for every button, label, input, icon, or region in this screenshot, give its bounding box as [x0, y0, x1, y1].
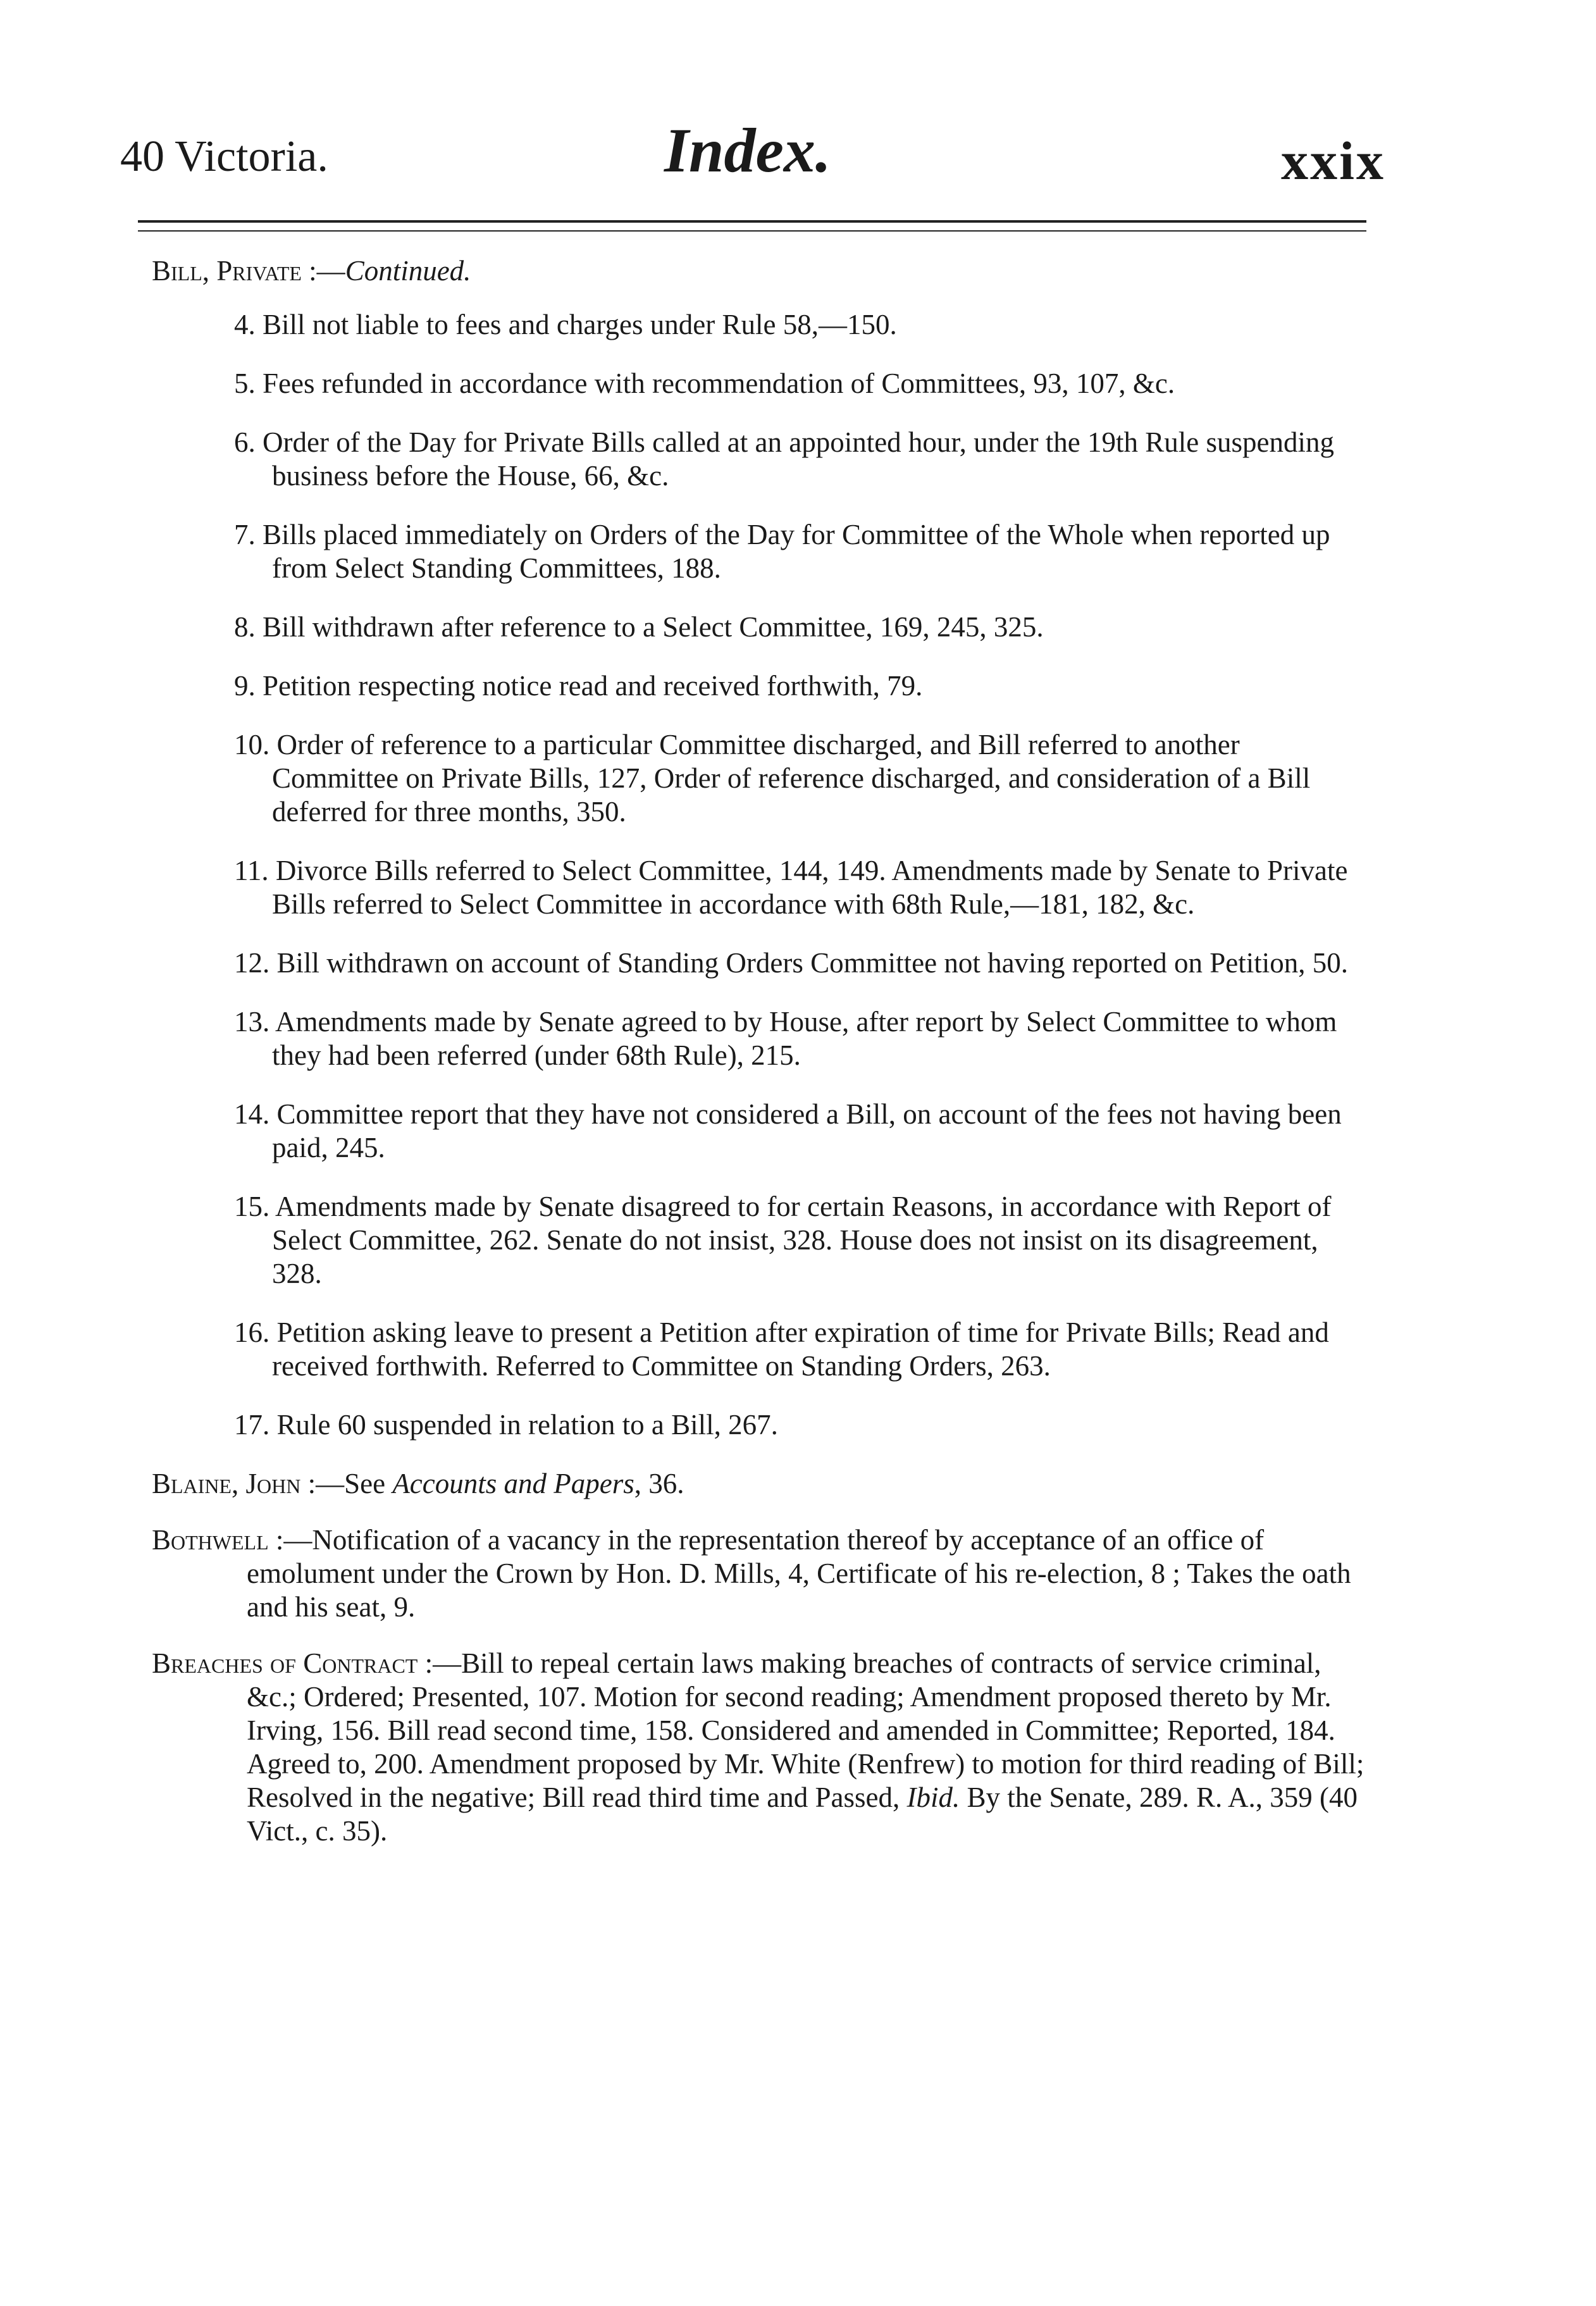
- item-number: 11.: [234, 855, 269, 886]
- list-item: [152, 1408, 1366, 1442]
- index-content: [152, 254, 1366, 1871]
- item-number: 12.: [234, 947, 270, 979]
- item-list: [152, 308, 1366, 1442]
- list-item: [152, 728, 1366, 829]
- item-text: Amendments made by Senate disagreed to for certain Reasons, in accordance with Report of Select Committee, 262. Senate do not insist, 328. House does not insist on its disagreement, 328.: [272, 1191, 1332, 1289]
- item-number: 9.: [234, 670, 256, 702]
- item-text: Bill withdrawn after reference to a Select Committee, 169, 245, 325.: [263, 611, 1044, 643]
- item-text: Committee report that they have not considered a Bill, on account of the fees not having been paid, 245.: [272, 1098, 1342, 1163]
- entry-page: , 36.: [634, 1468, 684, 1499]
- entry-text: Notification of a vacancy in the representation thereof by acceptance of an office of emolument under the Crown by Hon. D. Mills, 4, Certificate of his re-election, 8 ; Takes the oath and his seat, 9.: [247, 1524, 1351, 1623]
- item-number: 8.: [234, 611, 256, 643]
- entry-text: Bill to repeal certain laws making breaches of contracts of service criminal, &c.; Ordered; Presented, 107. Motion for second reading; Amendment proposed thereto by Mr. Irving, 156. Bill read second time, 158. Considered and amended in Committee; Reported, 184. Agreed to, 200. Amendment proposed by Mr. White (Renfrew) to motion for third reading of Bill; Resolved in the negative; Bill read third time and Passed,: [247, 1647, 1364, 1813]
- list-item: [152, 611, 1366, 644]
- heading-continued: Continued.: [345, 255, 471, 287]
- item-number: 17.: [234, 1409, 270, 1441]
- header-rule-thin: [138, 230, 1366, 232]
- item-text: Petition respecting notice read and received forthwith, 79.: [263, 670, 923, 702]
- list-item: [152, 1005, 1366, 1072]
- item-text: Petition asking leave to present a Petition after expiration of time for Private Bills; Read and received forthwith. Referred to Committee on Standing Orders, 263.: [272, 1317, 1329, 1382]
- item-number: 15.: [234, 1191, 270, 1222]
- item-text: Fees refunded in accordance with recommendation of Committees, 93, 107, &c.: [263, 368, 1175, 399]
- entry-see: See: [344, 1468, 393, 1499]
- page-number: xxix: [1281, 130, 1385, 191]
- item-text: Amendments made by Senate agreed to by House, after report by Select Committee to whom they had been referred (under 68th Rule), 215.: [272, 1006, 1337, 1071]
- item-number: 16.: [234, 1317, 270, 1348]
- running-head-title: Index.: [664, 115, 831, 185]
- list-item: [152, 518, 1366, 585]
- item-text: Rule 60 suspended in relation to a Bill, 267.: [276, 1409, 778, 1441]
- index-entry-blaine: [152, 1467, 1366, 1501]
- item-number: 10.: [234, 729, 270, 760]
- list-item: [152, 308, 1366, 342]
- list-item: [152, 367, 1366, 400]
- header-rule-thick: [138, 220, 1366, 223]
- entry-text-end: By the Senate, 289. R. A., 359 (40 Vict., c. 35).: [247, 1782, 1358, 1847]
- page-header: [120, 114, 1385, 196]
- item-text: Divorce Bills referred to Select Committee, 144, 149. Amendments made by Senate to Private Bills referred to Select Committee in accordance with 68th Rule,—181, 182, &c.: [272, 855, 1348, 920]
- list-item: [152, 1098, 1366, 1165]
- entry-reference: Accounts and Papers: [392, 1468, 634, 1499]
- list-item: [152, 1190, 1366, 1291]
- section-heading: [152, 254, 1366, 288]
- list-item: [152, 946, 1366, 980]
- index-entry-bothwell: [152, 1523, 1366, 1624]
- item-text: Bill withdrawn on account of Standing Orders Committee not having reported on Petition, 50.: [276, 947, 1348, 979]
- entry-name: Breaches of Contract :—: [152, 1647, 462, 1679]
- item-number: 7.: [234, 519, 256, 550]
- entry-name: Blaine, John :—: [152, 1468, 345, 1499]
- entry-name: Bothwell :—: [152, 1524, 312, 1556]
- item-text: Bills placed immediately on Orders of the Day for Committee of the Whole when reported up from Select Standing Committees, 188.: [263, 519, 1330, 584]
- item-number: 4.: [234, 309, 256, 340]
- list-item: [152, 669, 1366, 703]
- entry-ibid: Ibid.: [906, 1782, 960, 1813]
- item-number: 13.: [234, 1006, 270, 1038]
- heading-name: Bill, Private :—: [152, 255, 345, 287]
- item-number: 6.: [234, 426, 256, 458]
- list-item: [152, 1316, 1366, 1383]
- index-entry-breaches: [152, 1647, 1366, 1848]
- item-number: 14.: [234, 1098, 270, 1130]
- item-text: Order of reference to a particular Committee discharged, and Bill referred to another Committee on Private Bills, 127, Order of reference discharged, and consideration of a Bill deferred for three months, 350.: [272, 729, 1311, 828]
- item-number: 5.: [234, 368, 256, 399]
- list-item: [152, 426, 1366, 493]
- list-item: [152, 854, 1366, 921]
- item-text: Order of the Day for Private Bills called at an appointed hour, under the 19th Rule suspending business before the House, 66, &c.: [263, 426, 1335, 492]
- item-text: Bill not liable to fees and charges under Rule 58,—150.: [263, 309, 897, 340]
- running-head-session: 40 Victoria.: [120, 132, 328, 181]
